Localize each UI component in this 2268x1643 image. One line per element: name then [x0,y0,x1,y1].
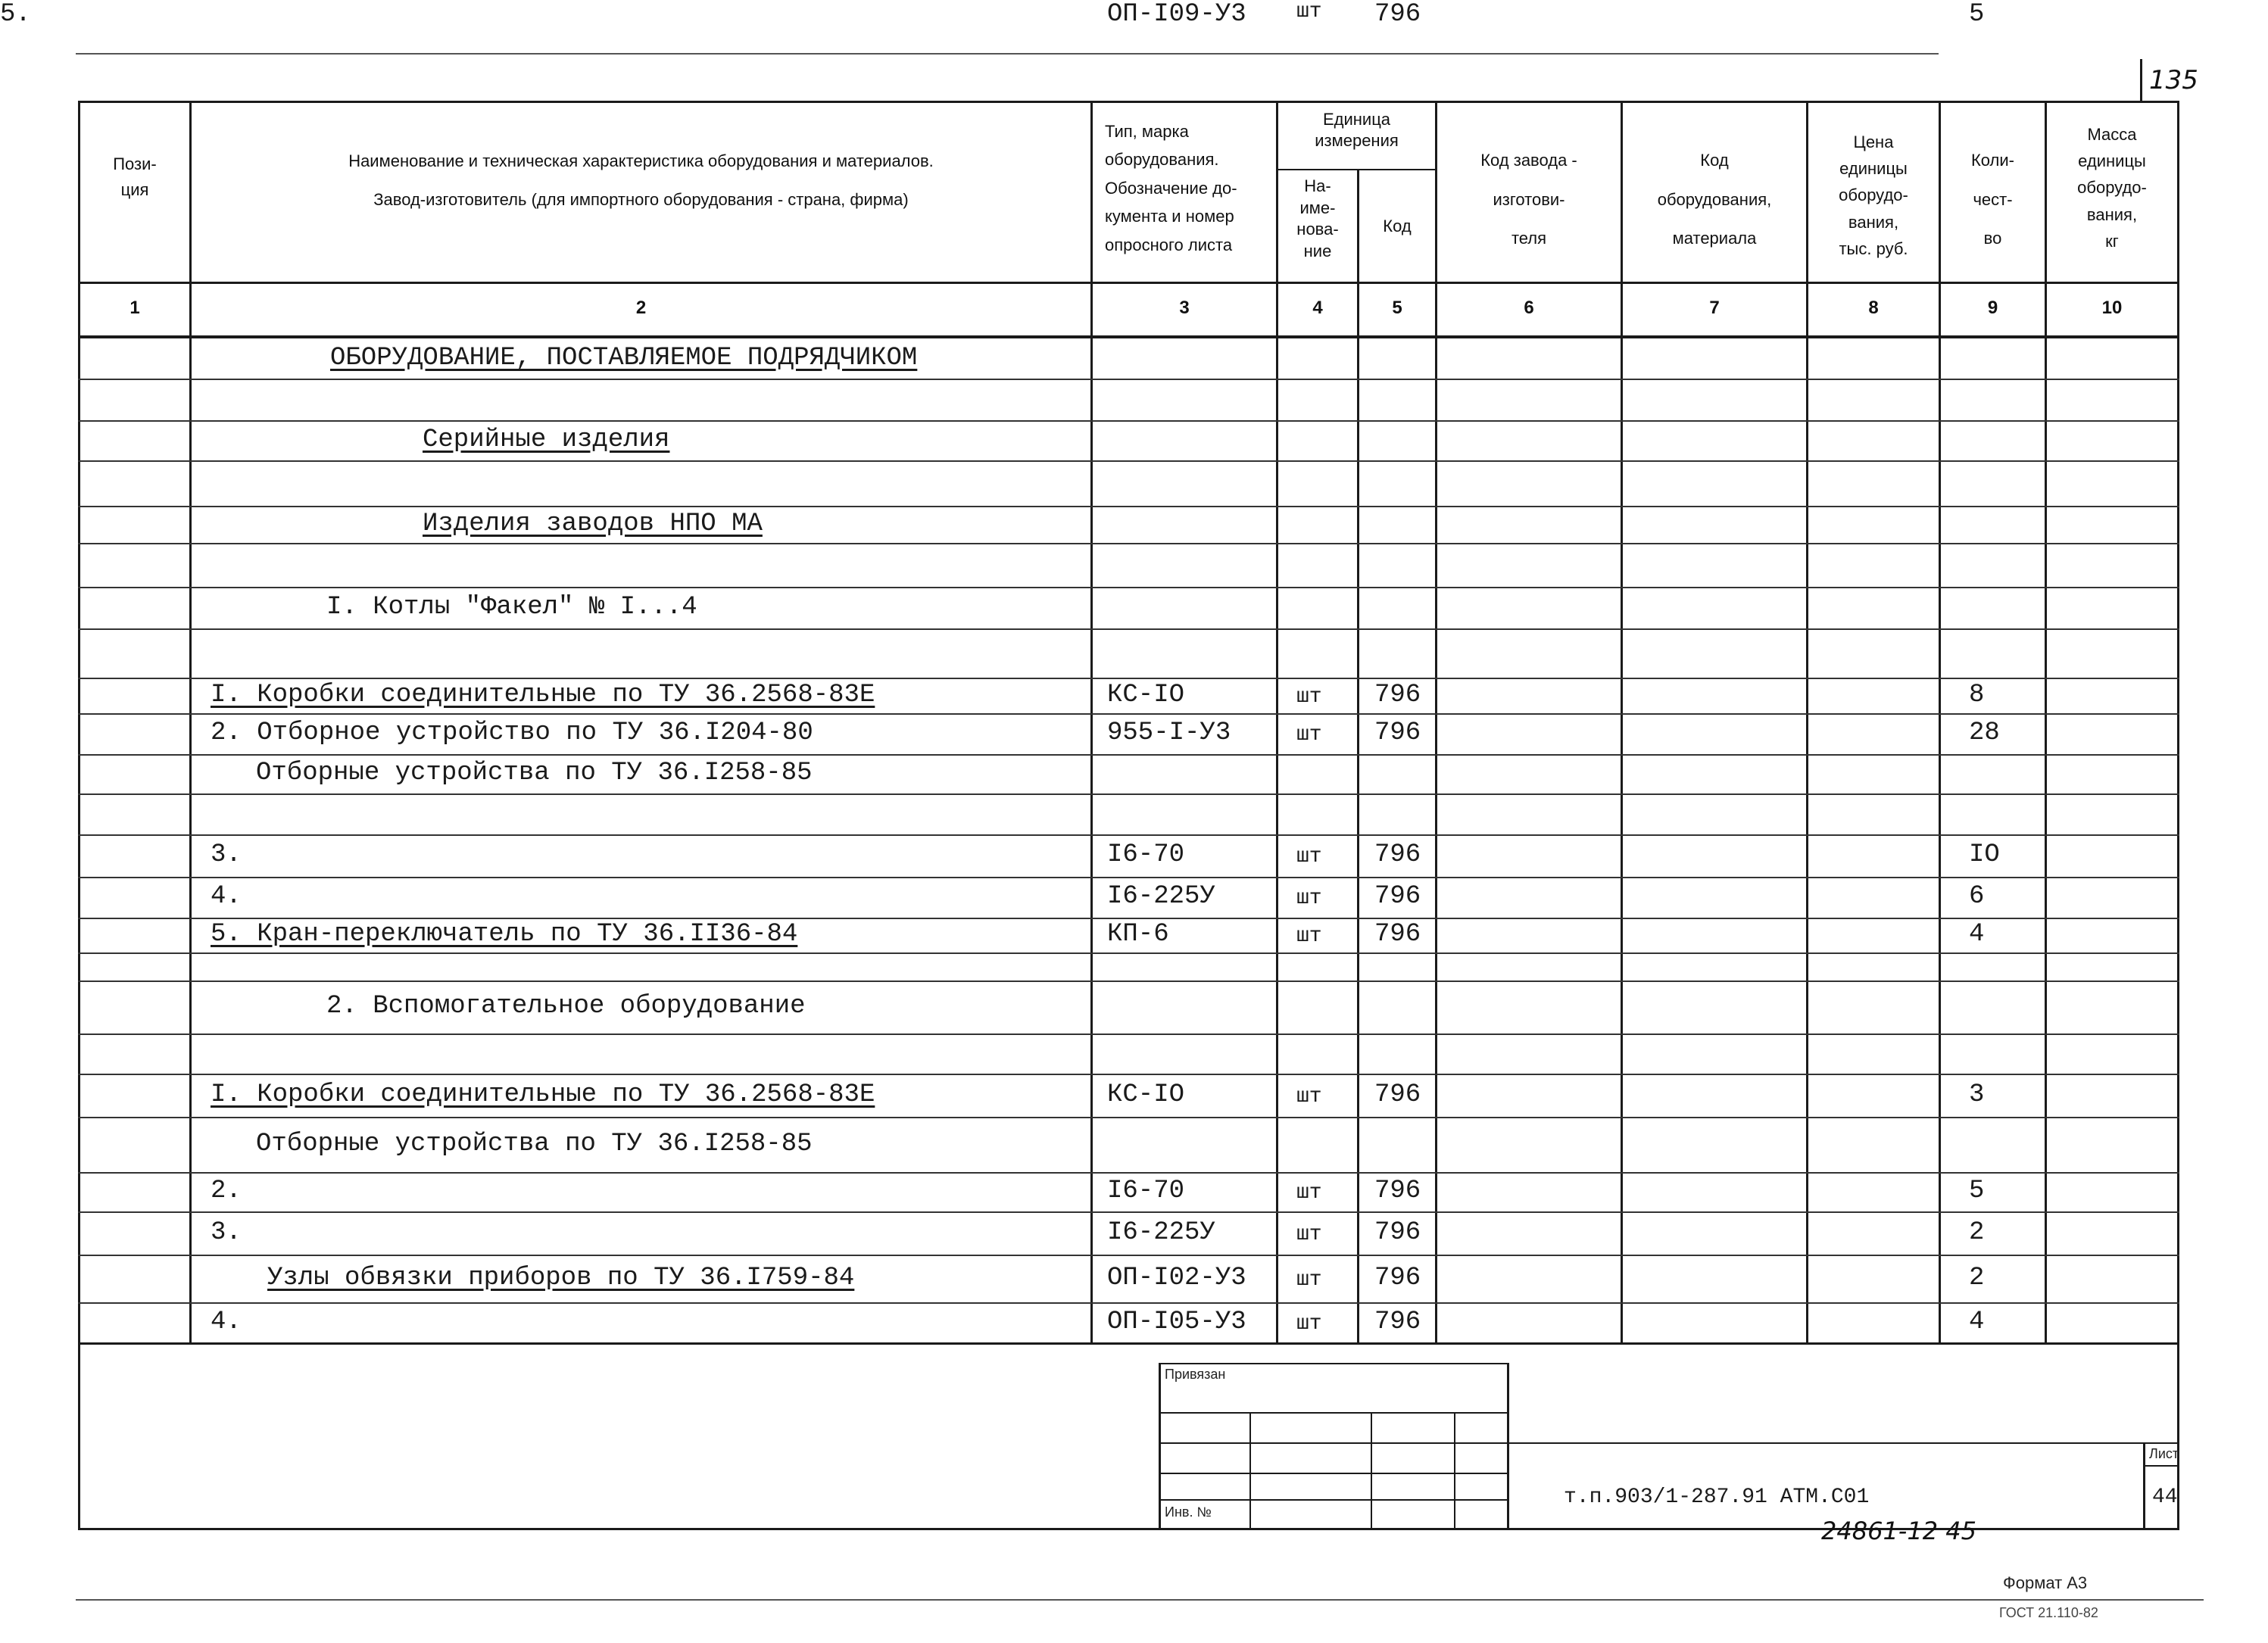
row-unit: шт [1296,1267,1322,1292]
row-unit: шт [1296,723,1322,747]
header-type: Тип, марка оборудования. Обозначение до- кумента и номер опросного листа [1105,122,1237,254]
colnum-4: 4 [1312,298,1323,318]
row-unit-code: 796 [1374,1177,1421,1205]
colnum-3: 3 [1179,298,1190,318]
stamp-sheet-label: Лист [2149,1446,2179,1461]
row-unit-code: 796 [1374,882,1421,911]
row-name: 5. Кран-переключатель по ТУ 36.II36-84 [211,920,798,949]
header-unit-group: Единица измерения [1315,110,1399,150]
row-type: I6-70 [1107,840,1185,869]
handwritten-number: 24861-12 45 [1821,1517,1976,1545]
row-unit-code: 796 [1374,719,1421,747]
row-name: I. Коробки соединительные по ТУ 36.2568-83Е [211,680,875,709]
row-type: КС-IO [1107,680,1185,709]
row-unit: шт [1296,1222,1322,1246]
row-type: КС-IO [1107,1080,1185,1109]
row-type: ОП-I09-У3 [1107,0,1246,29]
header-factory-code: Код завода - изготови- теля [1480,151,1577,248]
row-unit: шт [1296,1084,1322,1108]
stamp-privyazan: Привязан [1165,1367,1226,1382]
colnum-9: 9 [1987,298,1998,318]
row-unit-code: 796 [1374,1263,1421,1292]
header-unit-code: Код [1383,217,1412,235]
header-quantity: Коли- чест- во [1970,151,2015,248]
row-name: 5. [0,0,31,29]
row-unit: шт [1296,924,1322,948]
stamp-doc-code: т.п.903/1-287.91 АТМ.С01 [1564,1486,1870,1509]
row-quantity: 5 [1969,0,1985,29]
row-type: ОП-I05-У3 [1107,1307,1246,1336]
colnum-7: 7 [1709,298,1720,318]
row-type: I6-225У [1107,1217,1215,1247]
gost-label: ГОСТ 21.110-82 [1999,1605,2098,1620]
stamp-sheet-no: 44 [2152,1486,2178,1509]
row-type: I6-225У [1107,882,1215,911]
row-quantity: 2 [1969,1263,1985,1292]
row-type: КП-6 [1107,920,1169,949]
format-label: Формат А3 [2003,1573,2088,1592]
row-unit-code: 796 [1374,920,1421,949]
row-unit: шт [1296,0,1322,23]
row-name: ОБОРУДОВАНИЕ, ПОСТАВЛЯЕМОЕ ПОДРЯДЧИКОМ [330,344,918,373]
row-unit: шт [1296,887,1322,910]
colnum-6: 6 [1524,298,1534,318]
row-quantity: 6 [1969,882,1985,911]
row-unit: шт [1296,684,1322,709]
row-unit-code: 796 [1374,0,1421,29]
row-quantity: 5 [1969,1177,1985,1205]
row-quantity: IO [1969,840,2000,869]
header-price: Цена единицы оборудо- вания, тыс. руб. [1839,132,1908,258]
row-name: 4. [211,1307,242,1336]
colnum-5: 5 [1392,298,1402,318]
row-quantity: 4 [1969,1307,1985,1336]
colnum-1: 1 [129,298,140,318]
row-unit-code: 796 [1374,1080,1421,1109]
row-quantity: 4 [1969,920,1985,949]
colnum-2: 2 [635,298,647,318]
header-name: Наименование и техническая характеристика оборудования и материалов. Завод-изготовитель (для импортного оборудования - страна, фирма) [348,151,934,209]
row-name: 2. [211,1177,242,1205]
row-name: I. Коробки соединительные по ТУ 36.2568-83Е [211,1080,875,1109]
row-type: ОП-I02-У3 [1107,1263,1246,1292]
row-name: 2. Вспомогательное оборудование [326,992,806,1021]
row-name: 3. [211,1217,242,1247]
header-unit-name: На- име- нова- ние [1296,176,1339,260]
row-unit: шт [1296,1181,1322,1205]
row-unit-code: 796 [1374,840,1421,869]
row-quantity: 2 [1969,1217,1985,1247]
row-name: Изделия заводов НПО МА [423,509,763,538]
stamp-inv-no: Инв. № [1165,1504,1212,1520]
row-name: Отборные устройства по ТУ 36.I258-85 [256,1129,813,1158]
row-unit-code: 796 [1374,680,1421,709]
row-name: 2. Отборное устройство по ТУ 36.I204-80 [211,719,813,747]
row-quantity: 3 [1969,1080,1985,1109]
row-name: Серийные изделия [423,425,670,454]
row-quantity: 8 [1969,680,1985,709]
row-type: 955-I-У3 [1107,719,1231,747]
header-mass: Масса единицы оборудо- вания, кг [2077,125,2147,251]
row-name: 4. [211,882,242,911]
header-position: Пози- ция [113,154,157,200]
row-name: 3. [211,840,242,869]
row-unit-code: 796 [1374,1217,1421,1247]
colnum-8: 8 [1868,298,1879,318]
row-quantity: 28 [1969,719,2000,747]
row-type: I6-70 [1107,1177,1185,1205]
row-name: Узлы обвязки приборов по ТУ 36.I759-84 [267,1263,855,1292]
colnum-10: 10 [2101,298,2123,318]
page-number: 135 [2149,65,2198,95]
row-name: Отборные устройства по ТУ 36.I258-85 [256,759,813,787]
row-unit: шт [1296,845,1322,868]
header-equipment-code: Код оборудования, материала [1657,151,1772,248]
row-name: I. Котлы "Факел" № I...4 [326,592,697,622]
row-unit: шт [1296,1311,1322,1336]
row-unit-code: 796 [1374,1307,1421,1336]
